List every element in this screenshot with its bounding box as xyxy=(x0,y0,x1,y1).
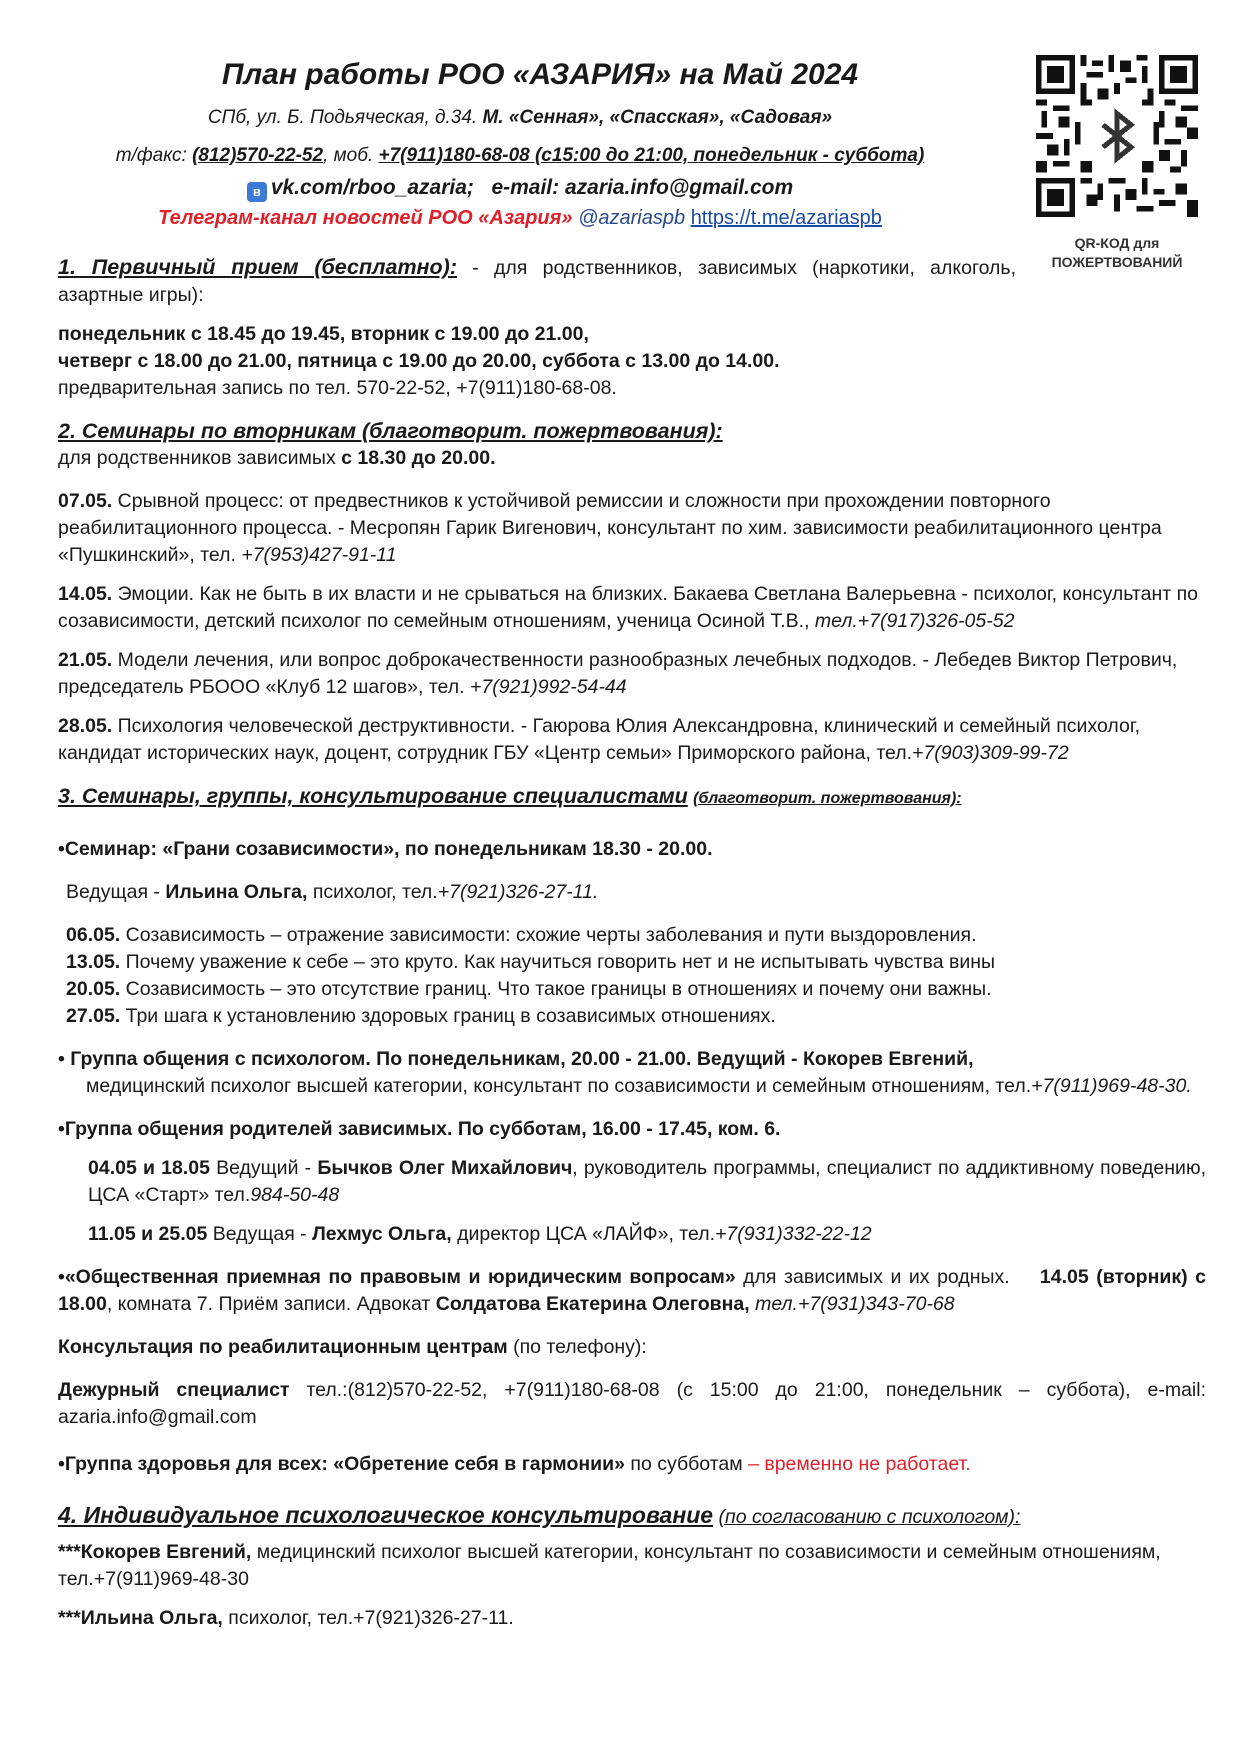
seminar-item: 14.05. Эмоции. Как не быть в их власти и не срываться на близких. Бакаева Светлана Валерьевна - психолог, консультант по созависимости, детский психолог по семейным отношениям, ученица Осиной Т.В., тел.+7(917)326-05-52 xyxy=(58,583,1198,632)
bullet: • xyxy=(58,1118,65,1140)
section-1-heading: 1. Первичный прием (бесплатно): xyxy=(58,255,457,279)
group-psychologist-title: • Группа общения с психологом. По понедельникам, 20.00 - 21.00. Ведущий - Кокорев Евгений, xyxy=(58,1048,974,1070)
seminar-item: 21.05. Модели лечения, или вопрос доброкачественности разнообразных лечебных подходов. - Лебедев Виктор Петрович, председатель РБООО «Клуб 12 шагов», тел. +7(921)992-54-44 xyxy=(58,649,1178,698)
group-psychologist-text: медицинский психолог высшей категории, консультант по созависимости и семейным отношениям, тел.+7(911)969-48-30. xyxy=(86,1075,1192,1097)
address-line xyxy=(60,107,980,129)
bullet: • xyxy=(58,1453,65,1475)
page-title: План работы РОО «АЗАРИЯ» на Май 2024 xyxy=(221,58,859,91)
legal-reception: •«Общественная приемная по правовым и юридическим вопросам» для зависимых и их родных. 14.05 (вторник) с 18.00, комната 7. Приём записи. Адвокат Солдатова Екатерина Олеговна, тел.+7(931)343-70-68 xyxy=(58,1266,1207,1315)
section-2-sub: для родственников зависимых с 18.30 до 20.00. xyxy=(58,447,496,469)
group-parents-lead-1: 04.05 и 18.05 Ведущий - Бычков Олег Михайлович, руководитель программы, специалист по аддиктивному поведению, ЦСА «Старт» тел.984-50-48 xyxy=(88,1157,1206,1206)
seminar-date-row: 27.05. Три шага к установлению здоровых границ в созависимых отношениях. xyxy=(66,1005,776,1027)
telegram-link[interactable]: https://t.me/azariaspb xyxy=(690,207,882,229)
qr-caption: QR-КОД для ПОЖЕРТВОВАНИЙ xyxy=(1051,235,1183,270)
seminar-item: 28.05. Психология человеческой деструктивности. - Гаюрова Юлия Александровна, клинический и семейный психолог, кандидат исторических наук, доцент, сотрудник ГБУ «Центр семьи» Приморского района, тел.+7(903)309-99-72 xyxy=(58,715,1140,764)
seminar-date-row: 13.05. Почему уважение к себе – это круто. Как научиться говорить нет и не испытывать чувства вины xyxy=(66,951,995,973)
phone: (812)570-22-52 xyxy=(192,145,324,166)
phone-line xyxy=(60,145,980,167)
consultation-centers: Консультация по реабилитационным центрам (по телефону): xyxy=(58,1336,647,1358)
vk-icon: в xyxy=(247,182,267,202)
document-body xyxy=(58,254,1206,1632)
telegram-label: Телеграм-канал новостей РОО «Азария» xyxy=(158,207,573,229)
individual-psychologist: ***Кокорев Евгений, медицинский психолог высшей категории, консультант по созависимости и семейным отношениям, тел.+7(911)969-48-30 xyxy=(58,1541,1161,1590)
bullet: • xyxy=(58,1266,65,1288)
individual-psychologist: ***Ильина Ольга, психолог, тел.+7(921)326-27-11. xyxy=(58,1607,514,1629)
bullet: • xyxy=(58,838,65,860)
telegram-line xyxy=(60,207,980,230)
seminar-lead: Ведущая - Ильина Ольга, психолог, тел.+7(921)326-27-11. xyxy=(66,881,599,903)
section-1-schedule-2: четверг с 18.00 до 21.00, пятница с 19.00 до 20.00, суббота с 13.00 до 14.00. xyxy=(58,350,780,372)
seminar-date-row: 06.05. Созависимость – отражение зависимости: схожие черты заболевания и пути выздоровления. xyxy=(66,924,977,946)
telegram-handle[interactable]: @azariaspb xyxy=(578,207,686,229)
mobile: +7(911)180-68-08 (с15:00 до 21:00, понедельник - суббота) xyxy=(378,145,925,166)
qr-code xyxy=(1036,55,1198,217)
group-parents-lead-2: 11.05 и 25.05 Ведущая - Лехмус Ольга, директор ЦСА «ЛАЙФ», тел.+7(931)332-22-12 xyxy=(88,1223,872,1245)
email[interactable]: e-mail: azaria.info@gmail.com xyxy=(491,176,794,199)
seminar-title: •Семинар: «Грани созависимости», по понедельникам 18.30 - 20.00. xyxy=(58,838,713,860)
seminar-date-row: 20.05. Созависимость – это отсутствие границ. Что такое границы в отношениях и почему они важны. xyxy=(66,978,992,1000)
section-1-schedule-1: понедельник с 18.45 до 19.45, вторник с 19.00 до 21.00, xyxy=(58,323,589,345)
contacts-line xyxy=(60,176,980,202)
section-4-heading: 4. Индивидуальное психологическое консультирование (по согласованию с психологом): xyxy=(58,1502,1021,1528)
address: СПб, ул. Б. Подьяческая, д.34. xyxy=(207,107,478,128)
section-3-heading: 3. Семинары, группы, консультирование специалистами (благотворит. пожертвования): xyxy=(58,784,962,808)
section-1-intro: 1. Первичный прием (бесплатно): - для родственников, зависимых (наркотики, алкоголь, азартные игры): xyxy=(58,255,1016,306)
group-parents-title: •Группа общения родителей зависимых. По субботам, 16.00 - 17.45, ком. 6. xyxy=(58,1118,781,1140)
mobile-label: , моб. xyxy=(323,145,379,166)
seminar-dates xyxy=(58,922,1206,1030)
bullet: • xyxy=(58,1048,65,1070)
seminar-item: 07.05. Срывной процесс: от предвестников к устойчивой ремиссии и сложности при прохождении повторного реабилитационного процесса. - Месропян Гарик Вигенович, консультант по хим. зависимости реабилитационного центра «Пушкинский», тел. +7(953)427-91-11 xyxy=(58,490,1162,566)
section-1-note: предварительная запись по тел. 570-22-52, +7(911)180-68-08. xyxy=(58,377,617,399)
vk-link[interactable]: vk.com/rboo_azaria; xyxy=(270,176,474,199)
duty-specialist: Дежурный специалист тел.:(812)570-22-52, +7(911)180-68-08 (с 15:00 до 21:00, понедельник – суббота), e-mail: azaria.info@gmail.com xyxy=(58,1379,1207,1428)
section-2-heading: 2. Семинары по вторникам (благотворит. пожертвования): xyxy=(58,419,723,443)
health-group: •Группа здоровья для всех: «Обретение себя в гармонии» по субботам – временно не работает. xyxy=(58,1453,971,1475)
phone-label: т/факс: xyxy=(115,145,193,166)
metro-stations: М. «Сенная», «Спасская», «Садовая» xyxy=(482,107,833,128)
